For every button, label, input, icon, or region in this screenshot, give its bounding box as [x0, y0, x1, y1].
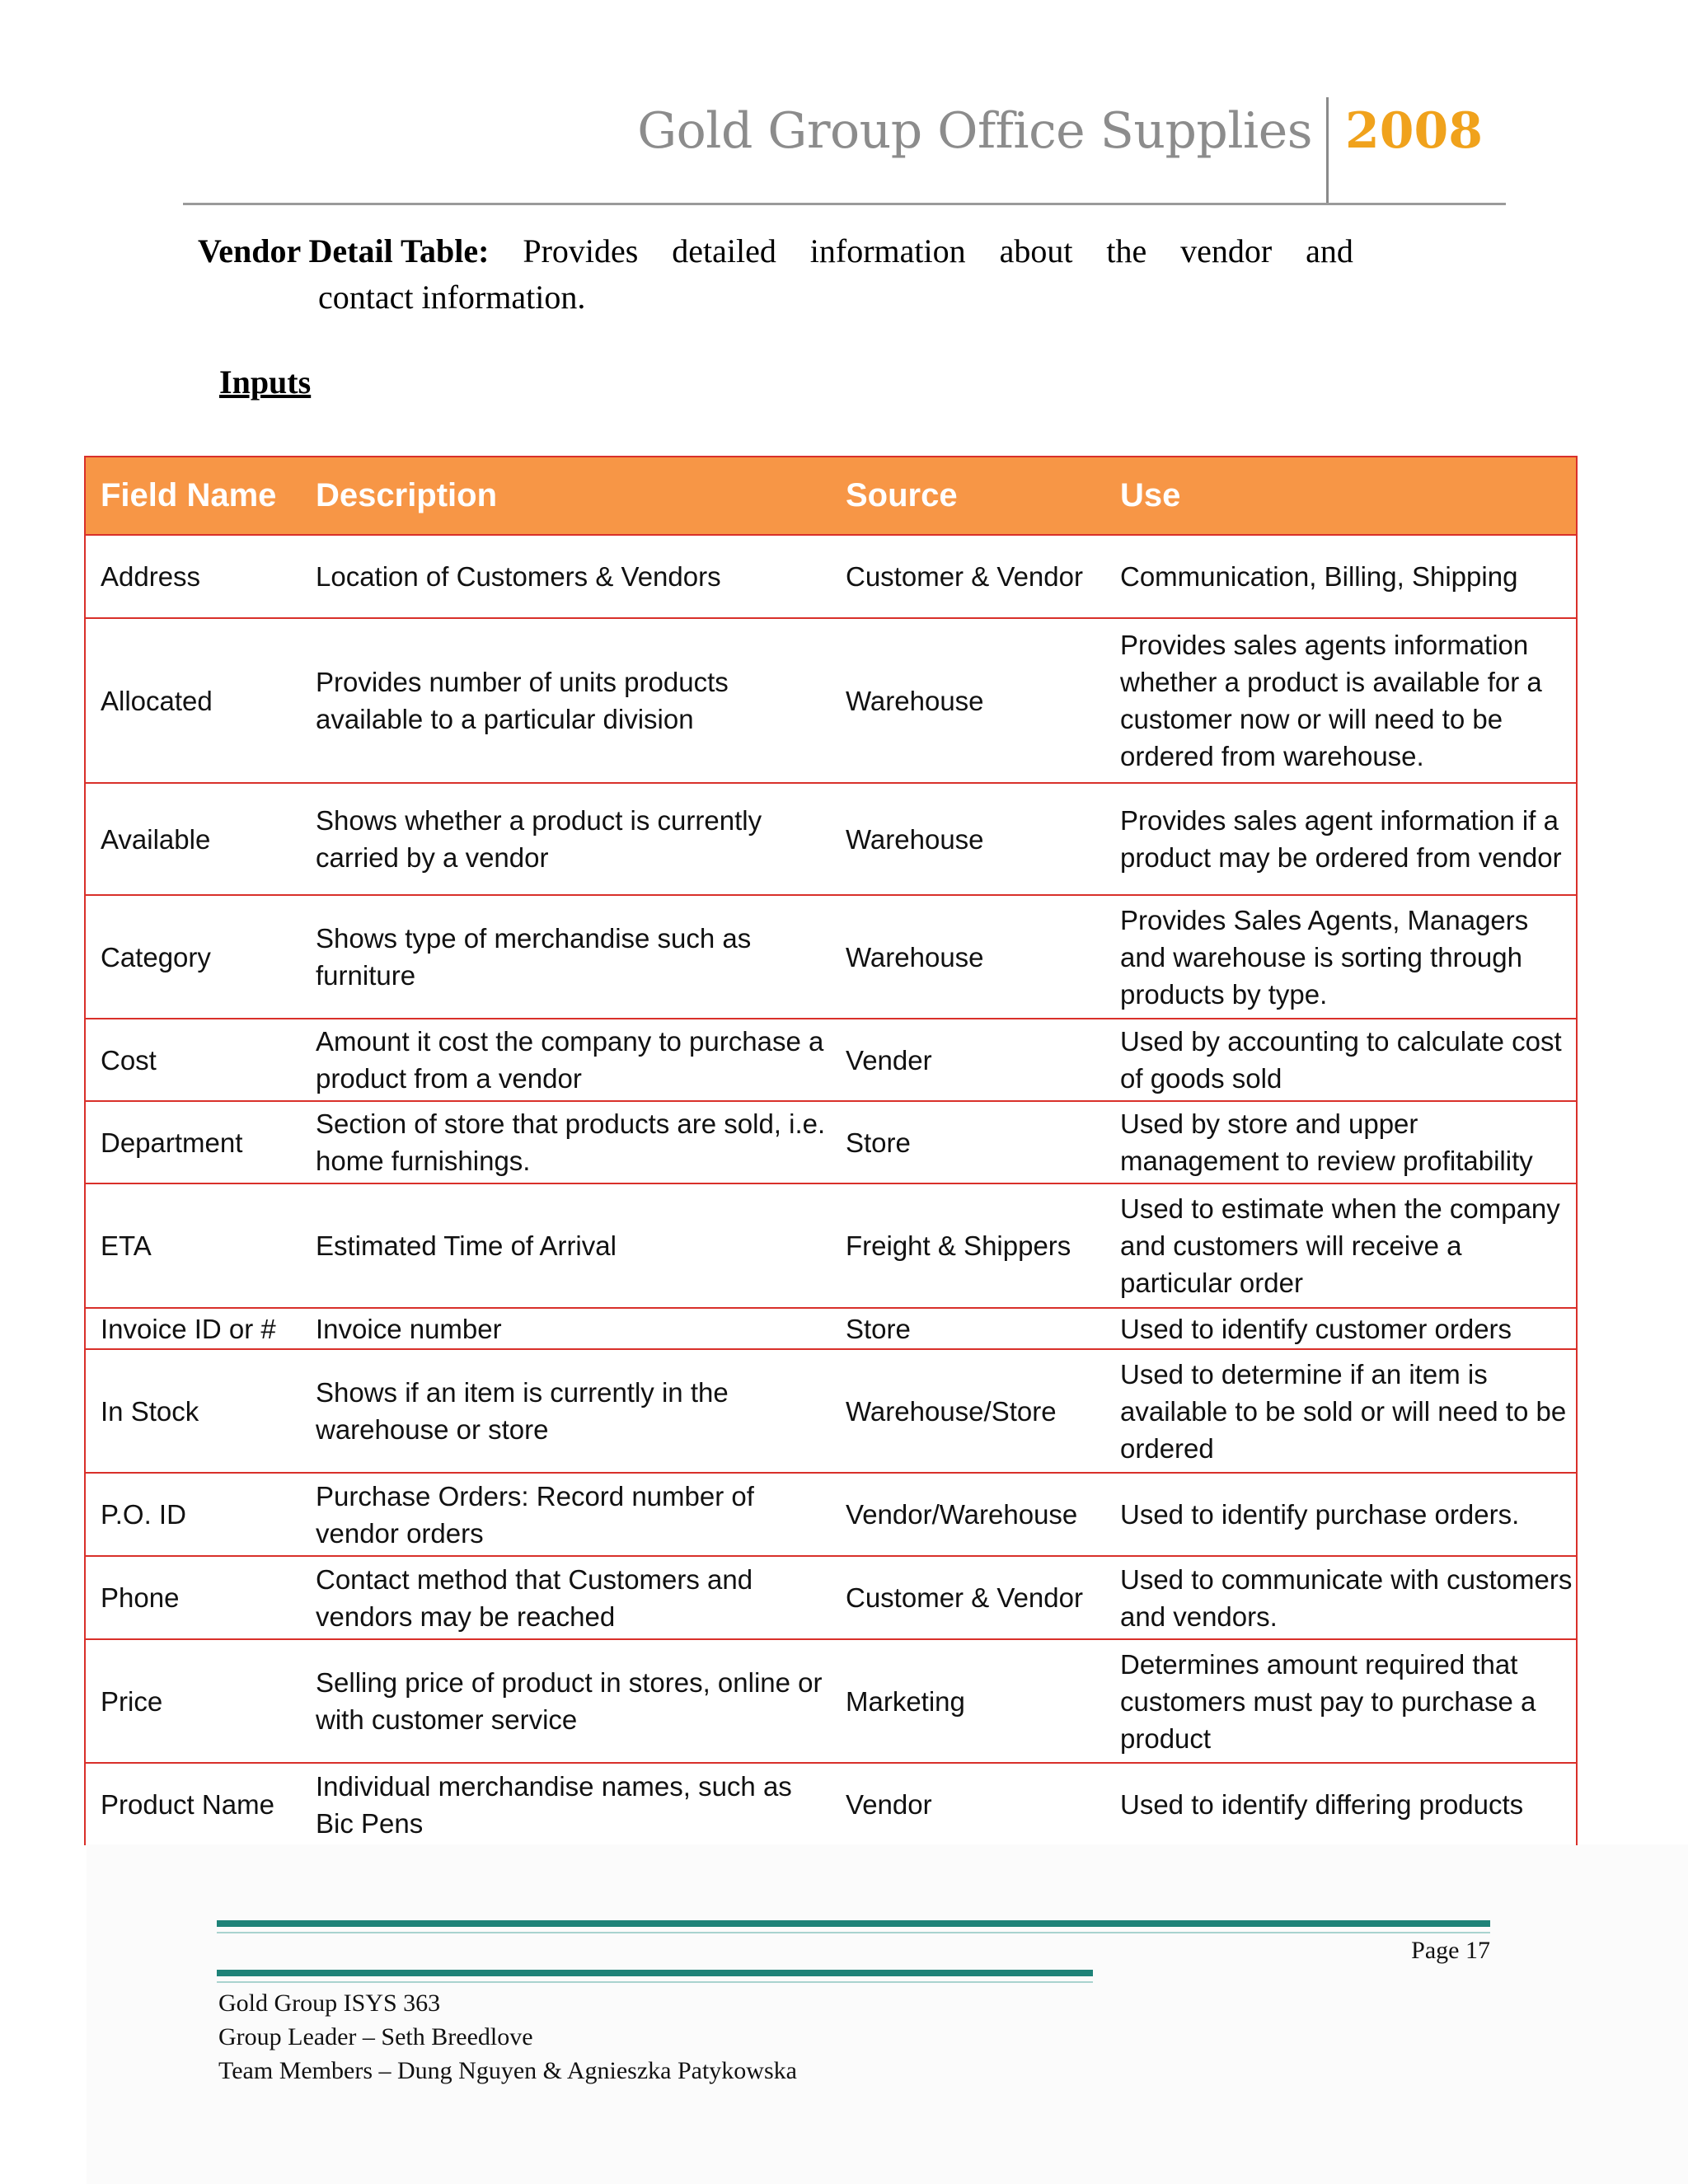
cell-use: Determines amount required that customers must pay to purchase a product	[1105, 1639, 1577, 1763]
cell-use: Provides Sales Agents, Managers and warehouse is sorting through products by type.	[1105, 895, 1577, 1019]
header-divider	[1326, 97, 1329, 203]
cell-source: Marketing	[831, 1639, 1105, 1763]
intro-paragraph	[198, 228, 1352, 321]
cell-field-name: Product Name	[85, 1763, 301, 1845]
table-row	[85, 1639, 1577, 1763]
cell-field-name: Invoice ID or #	[85, 1308, 301, 1349]
footer-credits	[218, 1986, 797, 2088]
cell-source: Warehouse	[831, 618, 1105, 783]
intro-line-2: contact information.	[318, 279, 586, 316]
cell-description: Purchase Orders: Record number of vendor orders	[301, 1473, 831, 1556]
cell-source: Freight & Shippers	[831, 1183, 1105, 1308]
cell-field-name: Available	[85, 783, 301, 895]
cell-description: Estimated Time of Arrival	[301, 1183, 831, 1308]
header-rule	[183, 203, 1506, 205]
intro-word: detailed	[672, 232, 776, 269]
table-row	[85, 895, 1577, 1019]
cell-use: Used to communicate with customers and vendors.	[1105, 1556, 1577, 1639]
cell-source: Warehouse	[831, 895, 1105, 1019]
cell-field-name: Cost	[85, 1019, 301, 1101]
cell-source: Store	[831, 1101, 1105, 1183]
footer-rule-short	[217, 1970, 1093, 1976]
cell-use: Used by accounting to calculate cost of goods sold	[1105, 1019, 1577, 1101]
footer-rule-accent	[217, 1932, 1490, 1933]
cell-source: Customer & Vendor	[831, 1556, 1105, 1639]
section-heading-inputs: Inputs	[219, 363, 312, 401]
cell-field-name: Address	[85, 535, 301, 618]
document-title: Gold Group Office Supplies	[637, 102, 1312, 160]
cell-description: Location of Customers & Vendors	[301, 535, 831, 618]
table-row	[85, 1183, 1577, 1308]
intro-word: Provides	[523, 232, 639, 269]
cell-source: Warehouse	[831, 783, 1105, 895]
cell-field-name: ETA	[85, 1183, 301, 1308]
cell-use: Used to identify purchase orders.	[1105, 1473, 1577, 1556]
footer-course: Gold Group ISYS 363	[218, 1990, 441, 2017]
cell-description: Contact method that Customers and vendors may be reached	[301, 1556, 831, 1639]
cell-field-name: In Stock	[85, 1349, 301, 1473]
cell-field-name: Allocated	[85, 618, 301, 783]
table-row	[85, 1349, 1577, 1473]
column-header-field-name: Field Name	[85, 457, 301, 535]
intro-label: Vendor Detail Table:	[198, 232, 490, 269]
page-number: Page 17	[1411, 1937, 1490, 1964]
cell-use: Used to identify differing products	[1105, 1763, 1577, 1845]
table-row	[85, 1556, 1577, 1639]
cell-use: Used to determine if an item is available to be sold or will need to be ordered	[1105, 1349, 1577, 1473]
cell-use: Used to estimate when the company and customers will receive a particular order	[1105, 1183, 1577, 1308]
cell-description: Provides number of units products available to a particular division	[301, 618, 831, 783]
cell-use: Provides sales agents information whether a product is available for a customer now or will need to be ordered from warehouse.	[1105, 618, 1577, 783]
table-row	[85, 535, 1577, 618]
table-row	[85, 1308, 1577, 1349]
cell-description: Section of store that products are sold, i.e. home furnishings.	[301, 1101, 831, 1183]
document-year: 2008	[1345, 102, 1483, 160]
table-row	[85, 618, 1577, 783]
cell-source: Vendor	[831, 1763, 1105, 1845]
cell-use: Used to identify customer orders	[1105, 1308, 1577, 1349]
table-row	[85, 1101, 1577, 1183]
table-header-row	[85, 457, 1577, 535]
cell-field-name: Price	[85, 1639, 301, 1763]
cell-description: Invoice number	[301, 1308, 831, 1349]
intro-line-1	[198, 228, 1353, 274]
cell-source: Warehouse/Store	[831, 1349, 1105, 1473]
cell-source: Store	[831, 1308, 1105, 1349]
footer-rule-short-accent	[217, 1981, 1093, 1983]
intro-word: and	[1306, 232, 1353, 269]
cell-description: Shows whether a product is currently carried by a vendor	[301, 783, 831, 895]
cell-field-name: Category	[85, 895, 301, 1019]
table-row	[85, 783, 1577, 895]
intro-word: vendor	[1180, 232, 1273, 269]
cell-description: Individual merchandise names, such as Bic Pens	[301, 1763, 831, 1845]
cell-source: Vendor/Warehouse	[831, 1473, 1105, 1556]
cell-description: Amount it cost the company to purchase a product from a vendor	[301, 1019, 831, 1101]
column-header-description: Description	[301, 457, 831, 535]
intro-word: information	[809, 232, 966, 269]
cell-source: Vender	[831, 1019, 1105, 1101]
cell-use: Communication, Billing, Shipping	[1105, 535, 1577, 618]
vendor-detail-table	[84, 456, 1578, 1845]
table-row	[85, 1019, 1577, 1101]
column-header-source: Source	[831, 457, 1105, 535]
cell-field-name: P.O. ID	[85, 1473, 301, 1556]
table-row	[85, 1763, 1577, 1845]
footer-team-members: Team Members – Dung Nguyen & Agnieszka Patykowska	[218, 2057, 797, 2084]
column-header-use: Use	[1105, 457, 1577, 535]
intro-word: about	[999, 232, 1073, 269]
cell-field-name: Phone	[85, 1556, 301, 1639]
intro-word: the	[1106, 232, 1147, 269]
footer-group-leader: Group Leader – Seth Breedlove	[218, 2023, 533, 2050]
cell-use: Provides sales agent information if a product may be ordered from vendor	[1105, 783, 1577, 895]
table-row	[85, 1473, 1577, 1556]
cell-field-name: Department	[85, 1101, 301, 1183]
footer-rule	[217, 1920, 1490, 1927]
cell-description: Shows if an item is currently in the warehouse or store	[301, 1349, 831, 1473]
cell-source: Customer & Vendor	[831, 535, 1105, 618]
cell-description: Shows type of merchandise such as furniture	[301, 895, 831, 1019]
cell-description: Selling price of product in stores, online or with customer service	[301, 1639, 831, 1763]
cell-use: Used by store and upper management to review profitability	[1105, 1101, 1577, 1183]
